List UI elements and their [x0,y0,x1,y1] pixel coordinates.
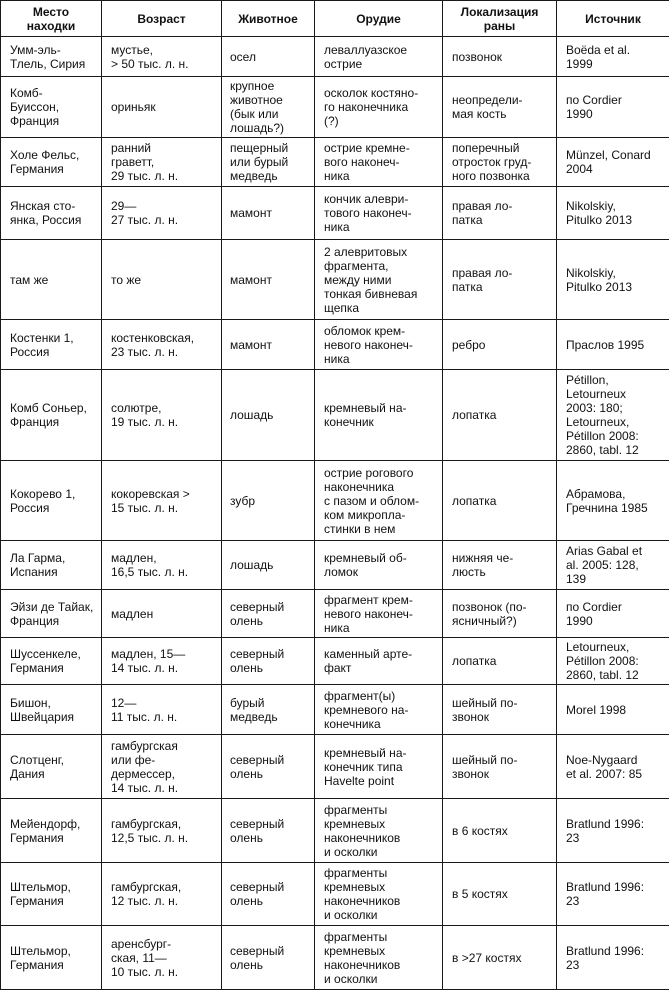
cell-wound-location: позвонок (по- ясничный?) [443,590,557,638]
cell-animal: северный олень [222,590,315,638]
cell-age: солютре, 19 тыс. л. н. [102,370,222,461]
cell-location: Штельмор, Германия [1,863,102,926]
table-row [1,370,669,461]
cell-tool: фрагмент крем- невого наконеч- ника [315,590,443,638]
cell-tool: кремневый на- конечник [315,370,443,461]
cell-location: Кокорево 1, Россия [1,461,102,541]
table-row [1,187,669,240]
cell-age: мадлен, 15— 14 тыс. л. н. [102,638,222,685]
cell-age: ориньяк [102,77,222,138]
cell-animal: северный олень [222,926,315,990]
cell-source: Noe-Nygaard et al. 2007: 85 [557,735,669,799]
cell-age: гамбургская, 12 тыс. л. н. [102,863,222,926]
table-row [1,799,669,863]
cell-source: Münzel, Conard 2004 [557,138,669,187]
header-age: Возраст [102,1,222,37]
cell-source: Nikolskiy, Pitulko 2013 [557,187,669,240]
cell-tool: острие кремне- вого наконеч- ника [315,138,443,187]
cell-wound-location: позвонок [443,37,557,77]
cell-animal: лошадь [222,541,315,590]
cell-location: Костенки 1, Россия [1,320,102,370]
table-row [1,37,669,77]
table-row [1,926,669,990]
cell-age: костенковская, 23 тыс. л. н. [102,320,222,370]
cell-location: Слотценг, Дания [1,735,102,799]
cell-location: там же [1,240,102,320]
cell-tool: каменный арте- факт [315,638,443,685]
cell-source: Абрамова, Гречнина 1985 [557,461,669,541]
cell-age: кокоревская > 15 тыс. л. н. [102,461,222,541]
cell-wound-location: правая ло- патка [443,187,557,240]
table-row [1,461,669,541]
cell-animal: мамонт [222,240,315,320]
cell-wound-location: лопатка [443,370,557,461]
cell-tool: кремневый на- конечник типа Havelte point [315,735,443,799]
cell-source: Boëda et al. 1999 [557,37,669,77]
cell-location: Бишон, Швейцария [1,685,102,735]
cell-source: Pétillon, Letourneux 2003: 180; Letourneux, Pétillon 2008: 2860, tabl. 12 [557,370,669,461]
header-animal: Животное [222,1,315,37]
header-source: Источник [557,1,669,37]
cell-location: Шуссенкеле, Германия [1,638,102,685]
cell-source: Bratlund 1996: 23 [557,799,669,863]
cell-animal: северный олень [222,735,315,799]
cell-wound-location: в 5 костях [443,863,557,926]
cell-age: ранний граветт, 29 тыс. л. н. [102,138,222,187]
cell-tool: обломок крем- невого наконеч- ника [315,320,443,370]
cell-source: по Cordier 1990 [557,77,669,138]
cell-location: Янская сто- янка, Россия [1,187,102,240]
cell-source: по Cordier 1990 [557,590,669,638]
cell-location: Комб Соньер, Франция [1,370,102,461]
cell-location: Ла Гарма, Испания [1,541,102,590]
table-row [1,77,669,138]
cell-wound-location: шейный по- звонок [443,735,557,799]
cell-wound-location: шейный по- звонок [443,685,557,735]
table-row [1,320,669,370]
cell-animal: крупное животное (бык или лошадь?) [222,77,315,138]
cell-tool: леваллуазское острие [315,37,443,77]
cell-tool: 2 алевритовых фрагмента, между ними тонкая бивневая щепка [315,240,443,320]
cell-tool: кремневый об- ломок [315,541,443,590]
table-row [1,863,669,926]
cell-source: Nikolskiy, Pitulko 2013 [557,240,669,320]
table-row [1,590,669,638]
table-row [1,685,669,735]
table-row [1,240,669,320]
cell-wound-location: неопредели- мая кость [443,77,557,138]
cell-location: Мейендорф, Германия [1,799,102,863]
cell-wound-location: в >27 костях [443,926,557,990]
cell-tool: фрагмент(ы) кремневого на- конечника [315,685,443,735]
cell-wound-location: в 6 костях [443,799,557,863]
cell-age: мадлен, 16,5 тыс. л. н. [102,541,222,590]
cell-age: гамбургская, 12,5 тыс. л. н. [102,799,222,863]
cell-location: Эйзи де Тайак, Франция [1,590,102,638]
cell-animal: мамонт [222,187,315,240]
cell-source: Arias Gabal et al. 2005: 128, 139 [557,541,669,590]
cell-animal: пещерный или бурый медведь [222,138,315,187]
cell-age: 29— 27 тыс. л. н. [102,187,222,240]
cell-animal: зубр [222,461,315,541]
cell-animal: лошадь [222,370,315,461]
cell-age: мадлен [102,590,222,638]
cell-wound-location: нижняя че- люсть [443,541,557,590]
cell-tool: кончик алеври- тового наконеч- ника [315,187,443,240]
header-location: Место находки [1,1,102,37]
cell-source: Праслов 1995 [557,320,669,370]
cell-animal: северный олень [222,638,315,685]
cell-tool: осколок костяно- го наконечника (?) [315,77,443,138]
cell-wound-location: лопатка [443,638,557,685]
cell-tool: фрагменты кремневых наконечников и осколки [315,926,443,990]
cell-location: Штельмор, Германия [1,926,102,990]
cell-age: мустье, > 50 тыс. л. н. [102,37,222,77]
cell-age: 12— 11 тыс. л. н. [102,685,222,735]
header-row [1,1,669,37]
cell-wound-location: поперечный отросток груд- ного позвонка [443,138,557,187]
cell-animal: северный олень [222,799,315,863]
cell-animal: мамонт [222,320,315,370]
table-row [1,138,669,187]
cell-location: Комб- Буиссон, Франция [1,77,102,138]
cell-tool: острие рогового наконечника с пазом и облом- ком микропла- стинки в нем [315,461,443,541]
cell-source: Letourneux, Pétillon 2008: 2860, tabl. 12 [557,638,669,685]
table-row [1,541,669,590]
table-row [1,735,669,799]
cell-source: Bratlund 1996: 23 [557,863,669,926]
cell-source: Bratlund 1996: 23 [557,926,669,990]
cell-location: Умм-эль- Тлель, Сирия [1,37,102,77]
cell-location: Холе Фельс, Германия [1,138,102,187]
cell-age: то же [102,240,222,320]
cell-wound-location: правая ло- патка [443,240,557,320]
header-tool: Орудие [315,1,443,37]
cell-source: Morel 1998 [557,685,669,735]
cell-animal: осел [222,37,315,77]
cell-animal: бурый медведь [222,685,315,735]
header-wound-location: Локализация раны [443,1,557,37]
table-row [1,638,669,685]
cell-wound-location: лопатка [443,461,557,541]
cell-age: аренсбург- ская, 11— 10 тыс. л. н. [102,926,222,990]
cell-wound-location: ребро [443,320,557,370]
cell-age: гамбургская или фе- дермессер, 14 тыс. л. н. [102,735,222,799]
cell-tool: фрагменты кремневых наконечников и осколки [315,863,443,926]
cell-tool: фрагменты кремневых наконечников и осколки [315,799,443,863]
cell-animal: северный олень [222,863,315,926]
